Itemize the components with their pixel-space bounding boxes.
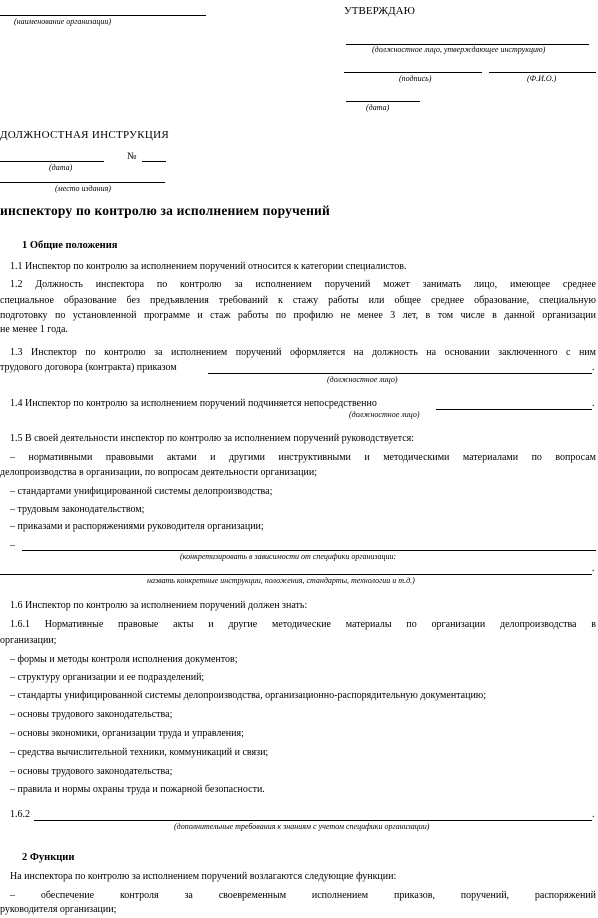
para-1-5-item-1-line-2: делопроизводства в организации, по вопросам деятельности организации; xyxy=(0,467,318,478)
para-1-2-line-2: специальное образование без предъявления требований к стажу работы или общее среднее образование, специальную xyxy=(0,295,596,306)
section-1-heading: 1 Общие положения xyxy=(22,240,118,251)
doc-number-sign: № xyxy=(127,151,137,162)
para-1-5-item-4: – приказами и распоряжениями руководителя организации; xyxy=(10,521,264,532)
doc-number-line xyxy=(142,161,166,162)
section-2-heading: 2 Функции xyxy=(22,852,75,863)
para-1-3-period: . xyxy=(592,362,595,373)
para-1-3-caption: (должностное лицо) xyxy=(327,375,398,384)
approver-name-caption: (Ф.И.О.) xyxy=(527,74,557,83)
approval-date-caption: (дата) xyxy=(366,103,390,112)
para-1-6: 1.6 Инспектор по контролю за исполнением поручений должен знать: xyxy=(10,600,308,611)
doc-date-line xyxy=(0,161,104,162)
para-1-2-line-1: 1.2 Должность инспектора по контролю за исполнением поручений может занимать лицо, имеющее среднее xyxy=(10,279,596,290)
para-1-2-line-3: подготовку по установленной программе и стаж работы по профилю не менее 3 лет, в том числе в данной организации xyxy=(0,310,596,321)
para-1-4: 1.4 Инспектор по контролю за исполнением поручений подчиняется непосредственно xyxy=(10,398,377,409)
document-title: инспектору по контролю за исполнением поручений xyxy=(0,203,331,218)
doc-date-caption: (дата) xyxy=(49,163,73,172)
knowledge-item-3: – стандарты унифицированной системы делопроизводства, организационно-распорядительную документацию; xyxy=(10,690,487,701)
para-1-5-caption-2: назвать конкретные инструкции, положения, стандарты, технологии и т.д.) xyxy=(147,576,415,585)
knowledge-item-5: – основы экономики, организации труда и управления; xyxy=(10,728,244,739)
function-1-line-2: руководителя организации; xyxy=(0,904,117,915)
para-1-5-period: . xyxy=(592,563,595,574)
org-name-caption: (наименование организации) xyxy=(14,17,112,26)
para-1-1: 1.1 Инспектор по контролю за исполнением поручений относится к категории специалистов. xyxy=(10,261,407,272)
para-1-5-item-2: – стандартами унифицированной системы делопроизводства; xyxy=(10,486,273,497)
para-1-4-caption: (должностное лицо) xyxy=(349,410,420,419)
para-1-6-1-line-1: 1.6.1 Нормативные правовые акты и другие методические материалы по организации делопроизводства в xyxy=(10,619,596,630)
signature-line xyxy=(344,72,482,73)
approver-name-line xyxy=(489,72,596,73)
para-1-5: 1.5 В своей деятельности инспектор по контролю за исполнением поручений руководствуется: xyxy=(10,433,415,444)
para-1-6-2-caption: (дополнительные требования к знаниям с учетом специфики организации) xyxy=(174,822,430,831)
approver-position-caption: (должностное лицо, утверждающее инструкцию) xyxy=(372,45,546,54)
para-1-3-fill-line xyxy=(208,373,592,374)
para-1-5-fill-line-2 xyxy=(0,574,592,575)
approval-date-line xyxy=(346,101,420,102)
knowledge-item-4: – основы трудового законодательства; xyxy=(10,709,173,720)
para-1-6-1-line-2: организации; xyxy=(0,635,57,646)
knowledge-item-6: – средства вычислительной техники, коммуникаций и связи; xyxy=(10,747,269,758)
para-1-3-line-2: трудового договора (контракта) приказом xyxy=(0,362,177,373)
knowledge-item-7: – основы трудового законодательства; xyxy=(10,766,173,777)
para-1-4-fill-line xyxy=(436,409,592,410)
para-1-2-line-4: не менее 1 года. xyxy=(0,324,68,335)
para-1-5-item-5-dash: – xyxy=(10,540,15,551)
para-1-6-2-fill-line xyxy=(34,820,592,821)
signature-caption: (подпись) xyxy=(399,74,432,83)
knowledge-item-1: – формы и методы контроля исполнения документов; xyxy=(10,654,238,665)
para-1-5-caption-1: (конкретизировать в зависимости от специфики организации: xyxy=(180,552,397,561)
para-1-6-2: 1.6.2 xyxy=(10,809,30,820)
para-1-5-item-1-line-1: – нормативными правовыми актами и другими инструктивными и методическими материалами по вопросам xyxy=(10,452,596,463)
para-1-6-2-period: . xyxy=(592,809,595,820)
doc-place-line xyxy=(0,182,165,183)
para-1-3-line-1: 1.3 Инспектор по контролю за исполнением поручений оформляется на должность на основании заключенного с ним xyxy=(10,347,596,358)
para-1-4-period: . xyxy=(592,398,595,409)
doc-place-caption: (место издания) xyxy=(55,184,111,193)
function-1-line-1: – обеспечение контроля за своевременным исполнением приказов, поручений, распоряжений xyxy=(10,890,596,901)
para-1-5-fill-line-1 xyxy=(22,550,596,551)
knowledge-item-2: – структуру организации и ее подразделений; xyxy=(10,672,205,683)
document-type: ДОЛЖНОСТНАЯ ИНСТРУКЦИЯ xyxy=(0,129,170,141)
approve-label: УТВЕРЖДАЮ xyxy=(344,5,415,17)
knowledge-item-8: – правила и нормы охраны труда и пожарной безопасности. xyxy=(10,784,265,795)
para-1-5-item-3: – трудовым законодательством; xyxy=(10,504,145,515)
section-2-intro: На инспектора по контролю за исполнением поручений возлагаются следующие функции: xyxy=(10,871,397,882)
org-name-line xyxy=(0,15,206,16)
